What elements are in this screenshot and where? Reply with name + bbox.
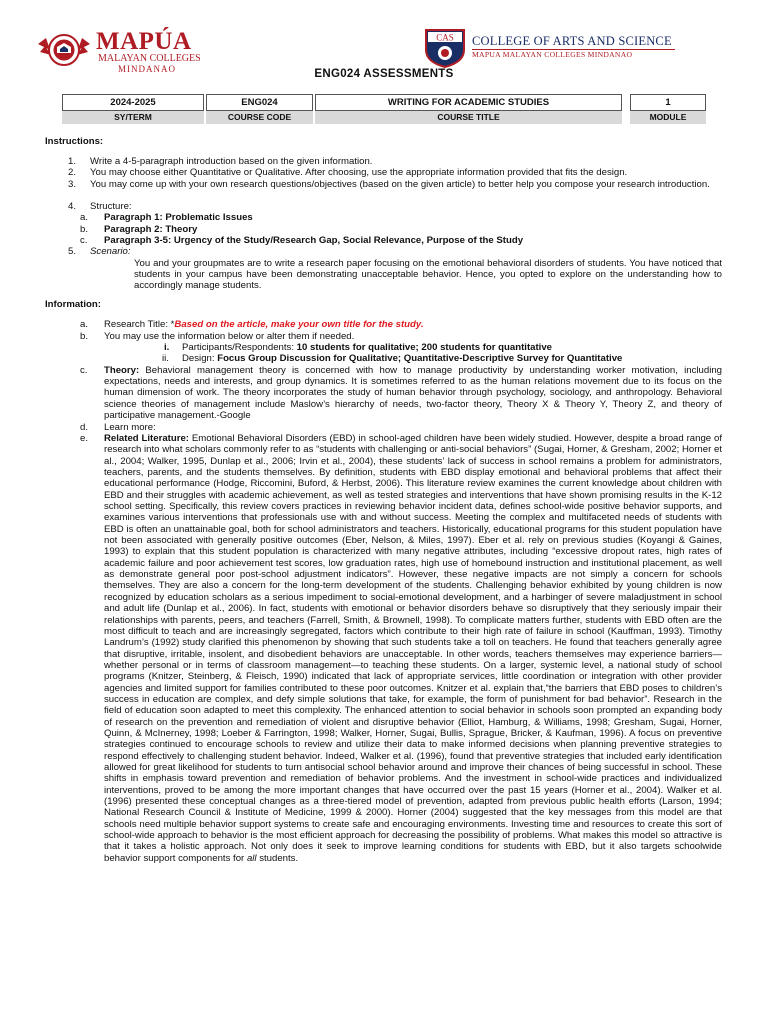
instruction-number: 3.: [68, 178, 77, 190]
participants-label: Participants/Respondents:: [182, 342, 297, 353]
course-info-table: [62, 94, 706, 126]
document-title: ENG024 ASSESSMENTS: [314, 68, 454, 80]
related-literature-paragraph: [104, 433, 722, 864]
letterhead: [0, 26, 768, 74]
participants-value: 10 students for qualitative; 200 students for quantitative: [296, 342, 553, 353]
scenario-label: Scenario:: [90, 246, 131, 257]
info-letter: b.: [80, 330, 89, 342]
mapua-name: MAPÚA: [96, 28, 192, 55]
theory-text: Behavioral management theory is concerned with how to manage productivity by understanding worker motivation, including expectations, needs and interests, and group dynamics. It is sometimes referred to as the human relations movement due to its focus on the human dimension of work. The theory incorporates the study of human behavior through psychology, sociology, and anthropology. Behavioral science theories of management include Maslow’s hierarchy of needs, two-factor theory, Theory X & Theory Y, Theory Z, and theory of participative management.-Google: [104, 364, 722, 421]
term-value: 2024-2025: [62, 94, 204, 111]
instruction-item: You may come up with your own research questions/objectives (based on the given article) to better help you compose your research introduction.: [90, 178, 710, 190]
info-letter: c.: [80, 364, 88, 376]
cas-badge-text: CAS: [436, 32, 454, 43]
participants-item: [182, 342, 722, 353]
related-literature-label: Related Literature:: [104, 433, 189, 444]
information-heading: Information:: [45, 299, 101, 310]
instruction-item: Write a 4-5-paragraph introduction based on the given information.: [90, 156, 373, 167]
module-value: 1: [630, 94, 706, 111]
theory-paragraph: [104, 365, 722, 422]
related-literature-italic: all: [246, 852, 257, 864]
research-title-item: [104, 319, 722, 330]
research-title-label: Research Title: *: [104, 319, 175, 330]
info-roman: ii.: [162, 353, 169, 364]
related-literature-end: students.: [256, 852, 299, 864]
design-item: [182, 353, 722, 364]
course-cell-module: [630, 94, 706, 126]
course-cell-term: [62, 94, 204, 126]
cas-shield-logo: [423, 28, 467, 68]
structure-letter: c.: [80, 235, 88, 246]
cas-subtitle: MAPUA MALAYAN COLLEGES MINDANAO: [472, 50, 633, 59]
theory-label: Theory:: [104, 364, 140, 376]
instruction-number: 5.: [68, 246, 77, 257]
related-literature-text: Emotional Behavioral Disorders (EBD) in school-aged children have been widely studied. However, despite a broad range of research into what scholars commonly refer to as “students with challenging or anti-social behaviors” (Sugai, Horner, & Gresham, 2002; Horner et al., 2004; Walker, 1995, Dunlap et al., 2006; Irvin et al., 2004), these students’ lack of success in school remains a problem for administrators, teachers, parents, and the students themselves. By definition, students with EBD display emotional and behavioral problems that affect their educational performance (Hodge, Riccomini, Buford, & Herbst, 2006). This literature review examines the current knowledge about children with EBD and their struggles with academic achievement, as well as tested strategies and interventions that have shown promising results in the K-12 school setting. Specifically, this review covers practices in reviewing behavior incident data, defines school-wide positive behavior supports, and examines various interventions that professionals use with and without success. Meeting the complex and multifaceted needs of students with EBD is often an unattainable goal, both for school administrators and teachers. Historically, educational programs for this student population have not been associated with generally positive outcomes (Eber, Nelson, & Miles, 1997). Eber et al. rely on previous studies (Koyangi & Gaines, 1993) to explain that this student population is characterized with many negative attributes, including “excessive dropout rates, high rates of academic failure and poor achievement test scores, low graduation rates, high use of homebound instruction and institutional placement, as well as demonstrate general poor post-school adjustment indicators”. However, these negative impacts are not simply a concern for schools themselves. They are also a concern for the long-term development of the students. Challenging behavior exhibited by young children is now recognized by education scholars as a serious impediment to social-emotional development, and a harbinger of severe maladjustment in school and adult life (Dunlap et al., 2006). In fact, students with emotional or behavior disorders behave so disruptively that they seriously impair their relationships with parents, peers, and teachers (Farrell, Smith, & Brownell, 1998). To complicate matters further, students with EBD often are the most difficult to teach and are increasingly segregated, factors which contribute to their high rate of failure in school (Kauffman, 1993). Timothy Landrum’s (1992) study clarified this phenomenon by showing that such students take a toll on teachers. He found that teachers generally agree that disruptive, irritable, insolent, and disobedient behaviors are unacceptable. In other words, teachers themselves may experience barriers—whether personal or in terms of classroom management—to teaching these students. On a larger, systemic level, a national study of school programs (Knitzer, Steinberg, & Fleisch, 1990) indicated that lack of appropriate services, little coordination or integration with other provider agencies and limited support for families contributed to these poor outcomes. Knitzer et al. explain that,“the barriers that EBD poses to children’s success in education are complex, and defy simple solutions that take, for example, the form of punishment for bad behavior”. Research in the field of education soon adapted to meet this complexity. The enhanced attention to social behavior in schools soon prompted an expanding body of research on the prevention and remediation of violent and disruptive behavior (Elliot, Hamburg, & Williams, 1998; Gresham, Sugai, Horner, Quinn, & McInerney, 1998; Loeber & Farrington, 1998; Walker, Horner, Sugai, Bullis, Sprague, Bricker, & Kaufman, 1996). A focus on preventive strategies continued to encourage schools to review and utilize their data to make informed decisions when planning preventive strategies to respond effectively to challenging student behavior. Indeed, Walker et al. (1996), found that preventive strategies that included early identification allowed for great likelihood for students to turn antisocial school behavior around and improve their chances of being successful in school. These shifts in emphasis toward prevention and remediation of behavior problems. And the investment in school-wide practices and individualized interventions, proved to be among the more important changes that have occurred over the past 15 years (Horner et al., 2004). Walker et al. (1996) presented these conceptual changes as a three-tiered model of prevention, adapted from previous public health efforts (Larson, 1994; National Research Council & Institute of Medicine, 1999 & 2000). Horner (2004) suggested that the key messages from this model are that schools need multiple behavior support systems to create safe and encouraging environments. Investing time and resources to create this sort of school-wide approach to behavior is the most efficient approach for decreasing the possibility of problems. What makes this model so attractive is that it takes a holistic approach. Not only does it seek to improve learning conditions for students with EBD, but it also targets schoolwide behavior support components for: [104, 433, 723, 864]
title-label: COURSE TITLE: [315, 111, 622, 124]
mapua-campus: MINDANAO: [118, 64, 176, 74]
mapua-seal-logo: [36, 30, 92, 70]
scenario-text: You and your groupmates are to write a research paper focusing on the emotional behavioral disorders of students. You have noticed that students in your campus have been demonstrating unacceptable behavior. Hence, you opted to explore on the understanding how to accordingly manage students.: [134, 257, 722, 292]
structure-item: Paragraph 1: Problematic Issues: [104, 212, 253, 223]
learn-more: Learn more:: [104, 421, 156, 433]
info-letter: a.: [80, 319, 89, 330]
research-title-note: Based on the article, make your own title for the study.: [174, 319, 424, 330]
cas-name: COLLEGE OF ARTS AND SCIENCE: [472, 34, 672, 48]
instruction-number: 1.: [68, 156, 77, 167]
info-item: You may use the information below or alter them if needed.: [104, 330, 355, 342]
course-cell-title: [315, 94, 622, 126]
code-label: COURSE CODE: [206, 111, 313, 124]
title-value: WRITING FOR ACADEMIC STUDIES: [315, 94, 622, 111]
term-label: SY/TERM: [62, 111, 204, 124]
structure-letter: b.: [80, 223, 89, 235]
code-value: ENG024: [206, 94, 313, 111]
instruction-item: You may choose either Quantitative or Qualitative. After choosing, use the appropriate information provided that fits the design.: [90, 167, 628, 178]
design-value: Focus Group Discussion for Qualitative; Quantitative-Descriptive Survey for Quantitative: [217, 353, 623, 364]
mapua-subtitle: MALAYAN COLLEGES: [98, 53, 201, 64]
cas-brand: [472, 34, 672, 60]
instruction-number: 4.: [68, 201, 77, 212]
instruction-item: Structure:: [90, 201, 132, 212]
info-letter: e.: [80, 433, 89, 444]
structure-item: Paragraph 2: Theory: [104, 223, 198, 235]
structure-letter: a.: [80, 212, 89, 223]
design-label: Design:: [182, 353, 218, 364]
instruction-number: 2.: [68, 167, 77, 178]
module-label: MODULE: [630, 111, 706, 124]
cas-divider: [472, 49, 675, 50]
info-letter: d.: [80, 421, 89, 433]
info-roman: i.: [164, 342, 170, 353]
structure-item: Paragraph 3-5: Urgency of the Study/Research Gap, Social Relevance, Purpose of the Study: [104, 235, 524, 246]
instructions-heading: Instructions:: [45, 136, 104, 147]
course-cell-code: [206, 94, 313, 126]
